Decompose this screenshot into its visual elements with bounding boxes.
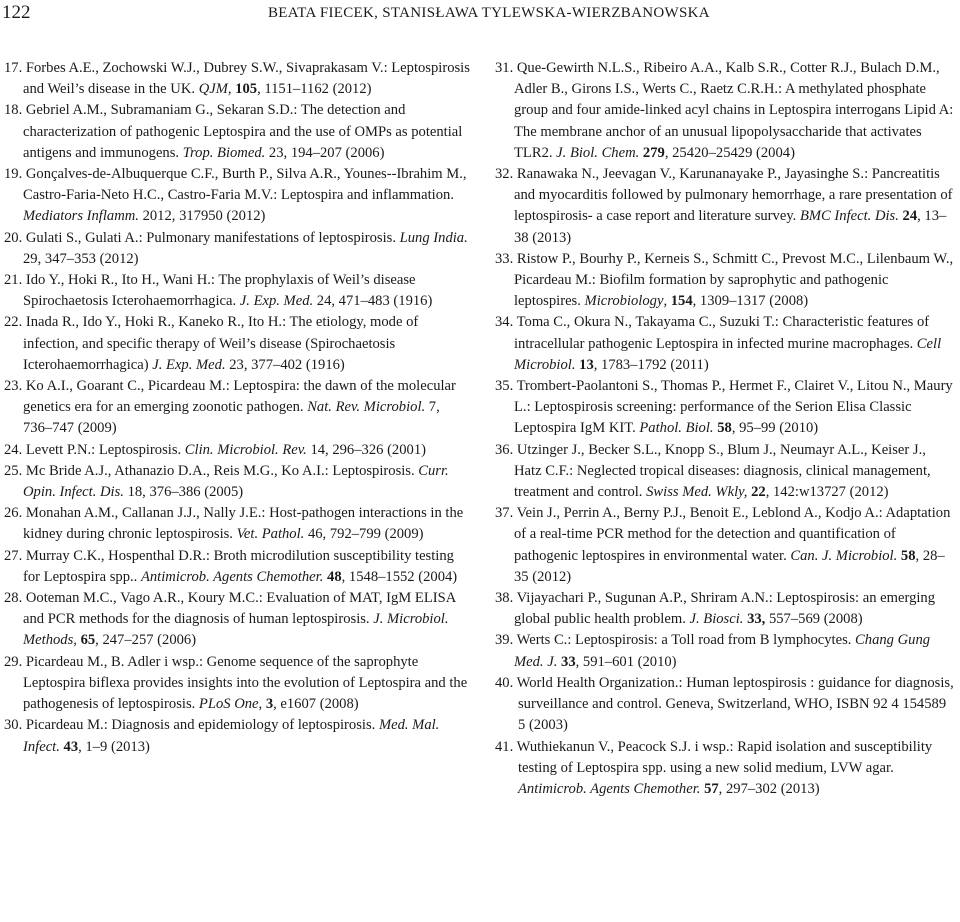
- ref-text: 29, 347–353 (2012): [23, 250, 139, 267]
- reference-item: [4, 503, 470, 545]
- reference-item: [4, 588, 470, 652]
- page-number: 122: [2, 2, 31, 23]
- reference-item: [495, 164, 956, 249]
- journal-name: Trop. Biomed.: [182, 144, 266, 161]
- volume: 57: [704, 780, 719, 797]
- ref-text: 46, 792–799 (2009): [304, 526, 424, 543]
- volume: 65: [80, 632, 96, 649]
- ref-text: , 142:w13727 (2012): [765, 484, 889, 501]
- reference-item: [495, 673, 956, 737]
- reference-item: [4, 58, 470, 100]
- ref-text: 24, 471–483 (1916): [313, 293, 433, 310]
- ref-text: 38. Vijayachari P., Sugunan A.P., Shriram A.N.: Leptospirosis: an emerging global public health problem.: [495, 590, 936, 628]
- volume: 43: [63, 738, 79, 755]
- journal-name: PLoS One: [198, 696, 259, 713]
- reference-item: [495, 249, 956, 313]
- reference-item: [495, 58, 956, 164]
- journal-name: Pathol. Biol.: [639, 420, 714, 437]
- ref-text: , 28–35 (2012): [514, 547, 945, 585]
- volume: 48: [327, 568, 342, 585]
- ref-text: 35. Trombert-Paolantoni S., Thomas P., Hermet F., Clairet V., Litou N., Maury L.: Leptospirosis screening: performance of the Serion Elisa Classic Leptospira IgM KIT.: [495, 378, 953, 437]
- reference-item: [495, 376, 956, 440]
- ref-text: 23. Ko A.I., Goarant C., Picardeau M.: Leptospira: the dawn of the molecular genetics era for an emerging zoonotic pathogen.: [4, 378, 456, 416]
- journal-name: Med. Mal. Infect.: [23, 717, 440, 755]
- ref-text: , 1151–1162 (2012): [257, 81, 372, 98]
- journal-name: Lung India.: [399, 229, 468, 246]
- journal-name: Microbiology: [584, 293, 664, 310]
- reference-item: [4, 652, 470, 716]
- ref-text: 18. Gebriel A.M., Subramaniam G., Sekaran S.D.: The detection and characterization of pathogenic Leptospira and the use of OMPs as potential antigens and immunogens.: [4, 102, 463, 161]
- reference-item: [495, 737, 956, 801]
- ref-text: 36. Utzinger J., Becker S.L., Knopp S., Blum J., Neumayr A.L., Keiser J., Hatz C.F.: Neglected tropical diseases: diagnosis, clinical management, treatment and control.: [495, 441, 931, 501]
- journal-name: Mediators Inflamm.: [23, 208, 139, 225]
- journal-name: Chang Gung Med. J.: [514, 632, 931, 670]
- ref-text: 23, 377–402 (1916): [225, 356, 345, 373]
- reference-item: [4, 228, 470, 270]
- ref-text: 557–569 (2008): [765, 611, 863, 628]
- ref-text: 7, 736–747 (2009): [23, 399, 440, 437]
- running-head: BEATA FIECEK, STANISŁAWA TYLEWSKA-WIERZBANOWSKA: [268, 5, 710, 21]
- ref-text: , 13–38 (2013): [514, 208, 947, 246]
- journal-name: J. Microbiol. Methods: [23, 611, 449, 649]
- ref-text: 32. Ranawaka N., Jeevagan V., Karunanayake P., Jayasinghe S.: Pancreatitis and myocarditis followed by pulmonary hemorrhage, a rare presentation of leptospirosis- a case report and literature survey.: [495, 166, 953, 225]
- reference-item: [495, 630, 956, 672]
- reference-item: [4, 270, 470, 312]
- reference-item: [4, 715, 470, 757]
- ref-text: , 247–257 (2006): [95, 632, 197, 649]
- ref-text: , 1309–1317 (2008): [692, 293, 809, 310]
- ref-text: , 591–601 (2010): [575, 653, 677, 670]
- reference-item: [4, 164, 470, 228]
- ref-text: ,: [663, 293, 671, 310]
- journal-name: Nat. Rev. Microbiol.: [307, 399, 426, 416]
- volume: 22: [751, 484, 766, 501]
- journal-name: J. Biol. Chem.: [556, 144, 640, 161]
- references-left-column: [4, 58, 470, 758]
- journal-name: BMC Infect. Dis.: [799, 208, 899, 225]
- ref-text: 40. World Health Organization.: Human leptospirosis : guidance for diagnosis, surveillance and control. Geneva, Switzerland, WHO, ISBN 92 4 154589 5 (2003): [495, 674, 954, 734]
- reference-item: [495, 312, 956, 376]
- volume: 58: [900, 547, 916, 564]
- journal-name: Clin. Microbiol. Rev.: [184, 441, 307, 458]
- reference-item: [4, 461, 470, 503]
- ref-text: 39. Werts C.: Leptospirosis: a Toll road from B lymphocytes.: [495, 632, 856, 649]
- ref-text: 19. Gonçalves-de-Albuquerque C.F., Burth P., Silva A.R., Younes--Ibrahim M., Castro-Faria-Neto H.C., Castro-Faria M.V.: Leptospira and inflammation.: [4, 166, 467, 204]
- ref-text: 37. Vein J., Perrin A., Berny P.J., Benoit E., Leblond A., Kodjo A.: Adaptation of a real-time PCR method for the detection and quantification of pathogenic leptospires in environmental water.: [495, 505, 951, 564]
- volume: 3: [265, 696, 274, 713]
- volume: 24: [902, 208, 918, 225]
- ref-text: 30. Picardeau M.: Diagnosis and epidemiology of leptospirosis.: [4, 717, 379, 734]
- journal-name: QJM: [198, 81, 228, 98]
- ref-text: 2012, 317950 (2012): [138, 208, 266, 225]
- ref-text: , 1548–1552 (2004): [341, 568, 458, 585]
- ref-text: , e1607 (2008): [273, 696, 359, 713]
- ref-text: 28. Ooteman M.C., Vago A.R., Koury M.C.: Evaluation of MAT, IgM ELISA and PCR methods for the diagnosis of human leptospirosis.: [4, 590, 456, 628]
- ref-text: 21. Ido Y., Hoki R., Ito H., Wani H.: The prophylaxis of Weil’s disease Spirochaetosis Icterohaemorrhagica.: [4, 272, 416, 310]
- volume: 154: [670, 293, 693, 310]
- volume: 33: [561, 653, 576, 670]
- ref-text: 41. Wuthiekanun V., Peacock S.J. i wsp.: Rapid isolation and susceptibility testing of Leptospira spp. using a new solid medium, LVW agar.: [495, 738, 933, 776]
- reference-item: [495, 588, 956, 630]
- ref-text: ,: [227, 81, 236, 98]
- reference-item: [495, 503, 956, 588]
- journal-name: Curr. Opin. Infect. Dis.: [23, 462, 449, 501]
- volume: 279: [642, 144, 665, 161]
- ref-text: 34. Toma C., Okura N., Takayama C., Suzuki T.: Characteristic features of intracellular pathogenic Leptospira in infected murine macrophages.: [495, 314, 930, 352]
- reference-item: [4, 100, 470, 164]
- reference-item: [4, 376, 470, 440]
- ref-text: 24. Levett P.N.: Leptospirosis.: [4, 441, 185, 458]
- ref-text: , 25420–25429 (2004): [664, 144, 795, 161]
- journal-name: Can. J. Microbiol.: [790, 547, 898, 564]
- journal-name: J. Exp. Med.: [239, 293, 314, 310]
- journal-name: J. Biosci.: [689, 611, 744, 628]
- ref-text: 22. Inada R., Ido Y., Hoki R., Kaneko R., Ito H.: The etiology, mode of infection, and specific therapy of Weil’s disease (Spirochaetosis Icterohaemorrhagica): [4, 314, 419, 373]
- ref-text: , 1–9 (2013): [78, 738, 150, 755]
- ref-text: 14, 296–326 (2001): [306, 441, 426, 458]
- journal-name: Antimicrob. Agents Chemother.: [518, 780, 701, 797]
- page-header: [0, 2, 960, 26]
- references-right-column: [495, 58, 956, 800]
- journal-name: Vet. Pathol.: [236, 526, 305, 543]
- ref-text: 27. Murray C.K., Hospenthal D.R.: Broth microdilution susceptibility testing for Leptospira spp..: [4, 547, 454, 585]
- ref-text: , 1783–1792 (2011): [593, 356, 709, 373]
- ref-text: 20. Gulati S., Gulati A.: Pulmonary manifestations of leptospirosis.: [4, 229, 400, 246]
- ref-text: 25. Mc Bride A.J., Athanazio D.A., Reis M.G., Ko A.I.: Leptospirosis.: [4, 462, 419, 479]
- volume: 58: [717, 420, 732, 437]
- ref-text: 17. Forbes A.E., Zochowski W.J., Dubrey S.W., Sivaprakasam V.: Leptospirosis and Weil’s disease in the UK.: [4, 60, 470, 98]
- journal-name: J. Exp. Med.: [152, 356, 226, 373]
- reference-item: [4, 312, 470, 376]
- ref-text: 29. Picardeau M., B. Adler i wsp.: Genome sequence of the saprophyte Leptospira biflexa provides insights into the evolution of Leptospira and the pathogenesis of leptospirosis.: [4, 653, 468, 713]
- volume: 13: [579, 356, 594, 373]
- ref-text: 18, 376–386 (2005): [123, 484, 244, 501]
- ref-text: 23, 194–207 (2006): [265, 144, 385, 161]
- journal-name: Antimicrob. Agents Chemother.: [140, 568, 324, 585]
- ref-text: 33. Ristow P., Bourhy P., Kerneis S., Schmitt C., Prevost M.C., Lilenbaum W., Picardeau M.: Biofilm formation by saprophytic and pathogenic leptospires.: [495, 250, 954, 310]
- reference-item: [4, 546, 470, 588]
- ref-text: 26. Monahan A.M., Callanan J.J., Nally J.E.: Host-pathogen interactions in the kidney during chronic leptospirosis.: [4, 505, 464, 543]
- ref-text: 31. Que-Gewirth N.L.S., Ribeiro A.A., Kalb S.R., Cotter R.J., Bulach D.M., Adler B., Girons I.S., Werts C., Raetz C.R.H.: A methylated phosphate group and four amide-linked acyl chains in Leptospira interrogans Lipid A: The membrane anchor of an unusual lipopolysaccharide that activates TLR2.: [495, 60, 954, 161]
- ref-text: ,: [258, 696, 266, 713]
- journal-name: Swiss Med. Wkly,: [646, 484, 748, 501]
- reference-item: [4, 440, 470, 461]
- journal-name: Cell Microbiol.: [514, 335, 942, 373]
- volume: 33,: [747, 611, 766, 628]
- volume: 105: [235, 81, 258, 98]
- ref-text: ,: [73, 632, 81, 649]
- reference-item: [495, 440, 956, 504]
- ref-text: , 297–302 (2013): [718, 780, 820, 797]
- ref-text: , 95–99 (2010): [731, 420, 819, 437]
